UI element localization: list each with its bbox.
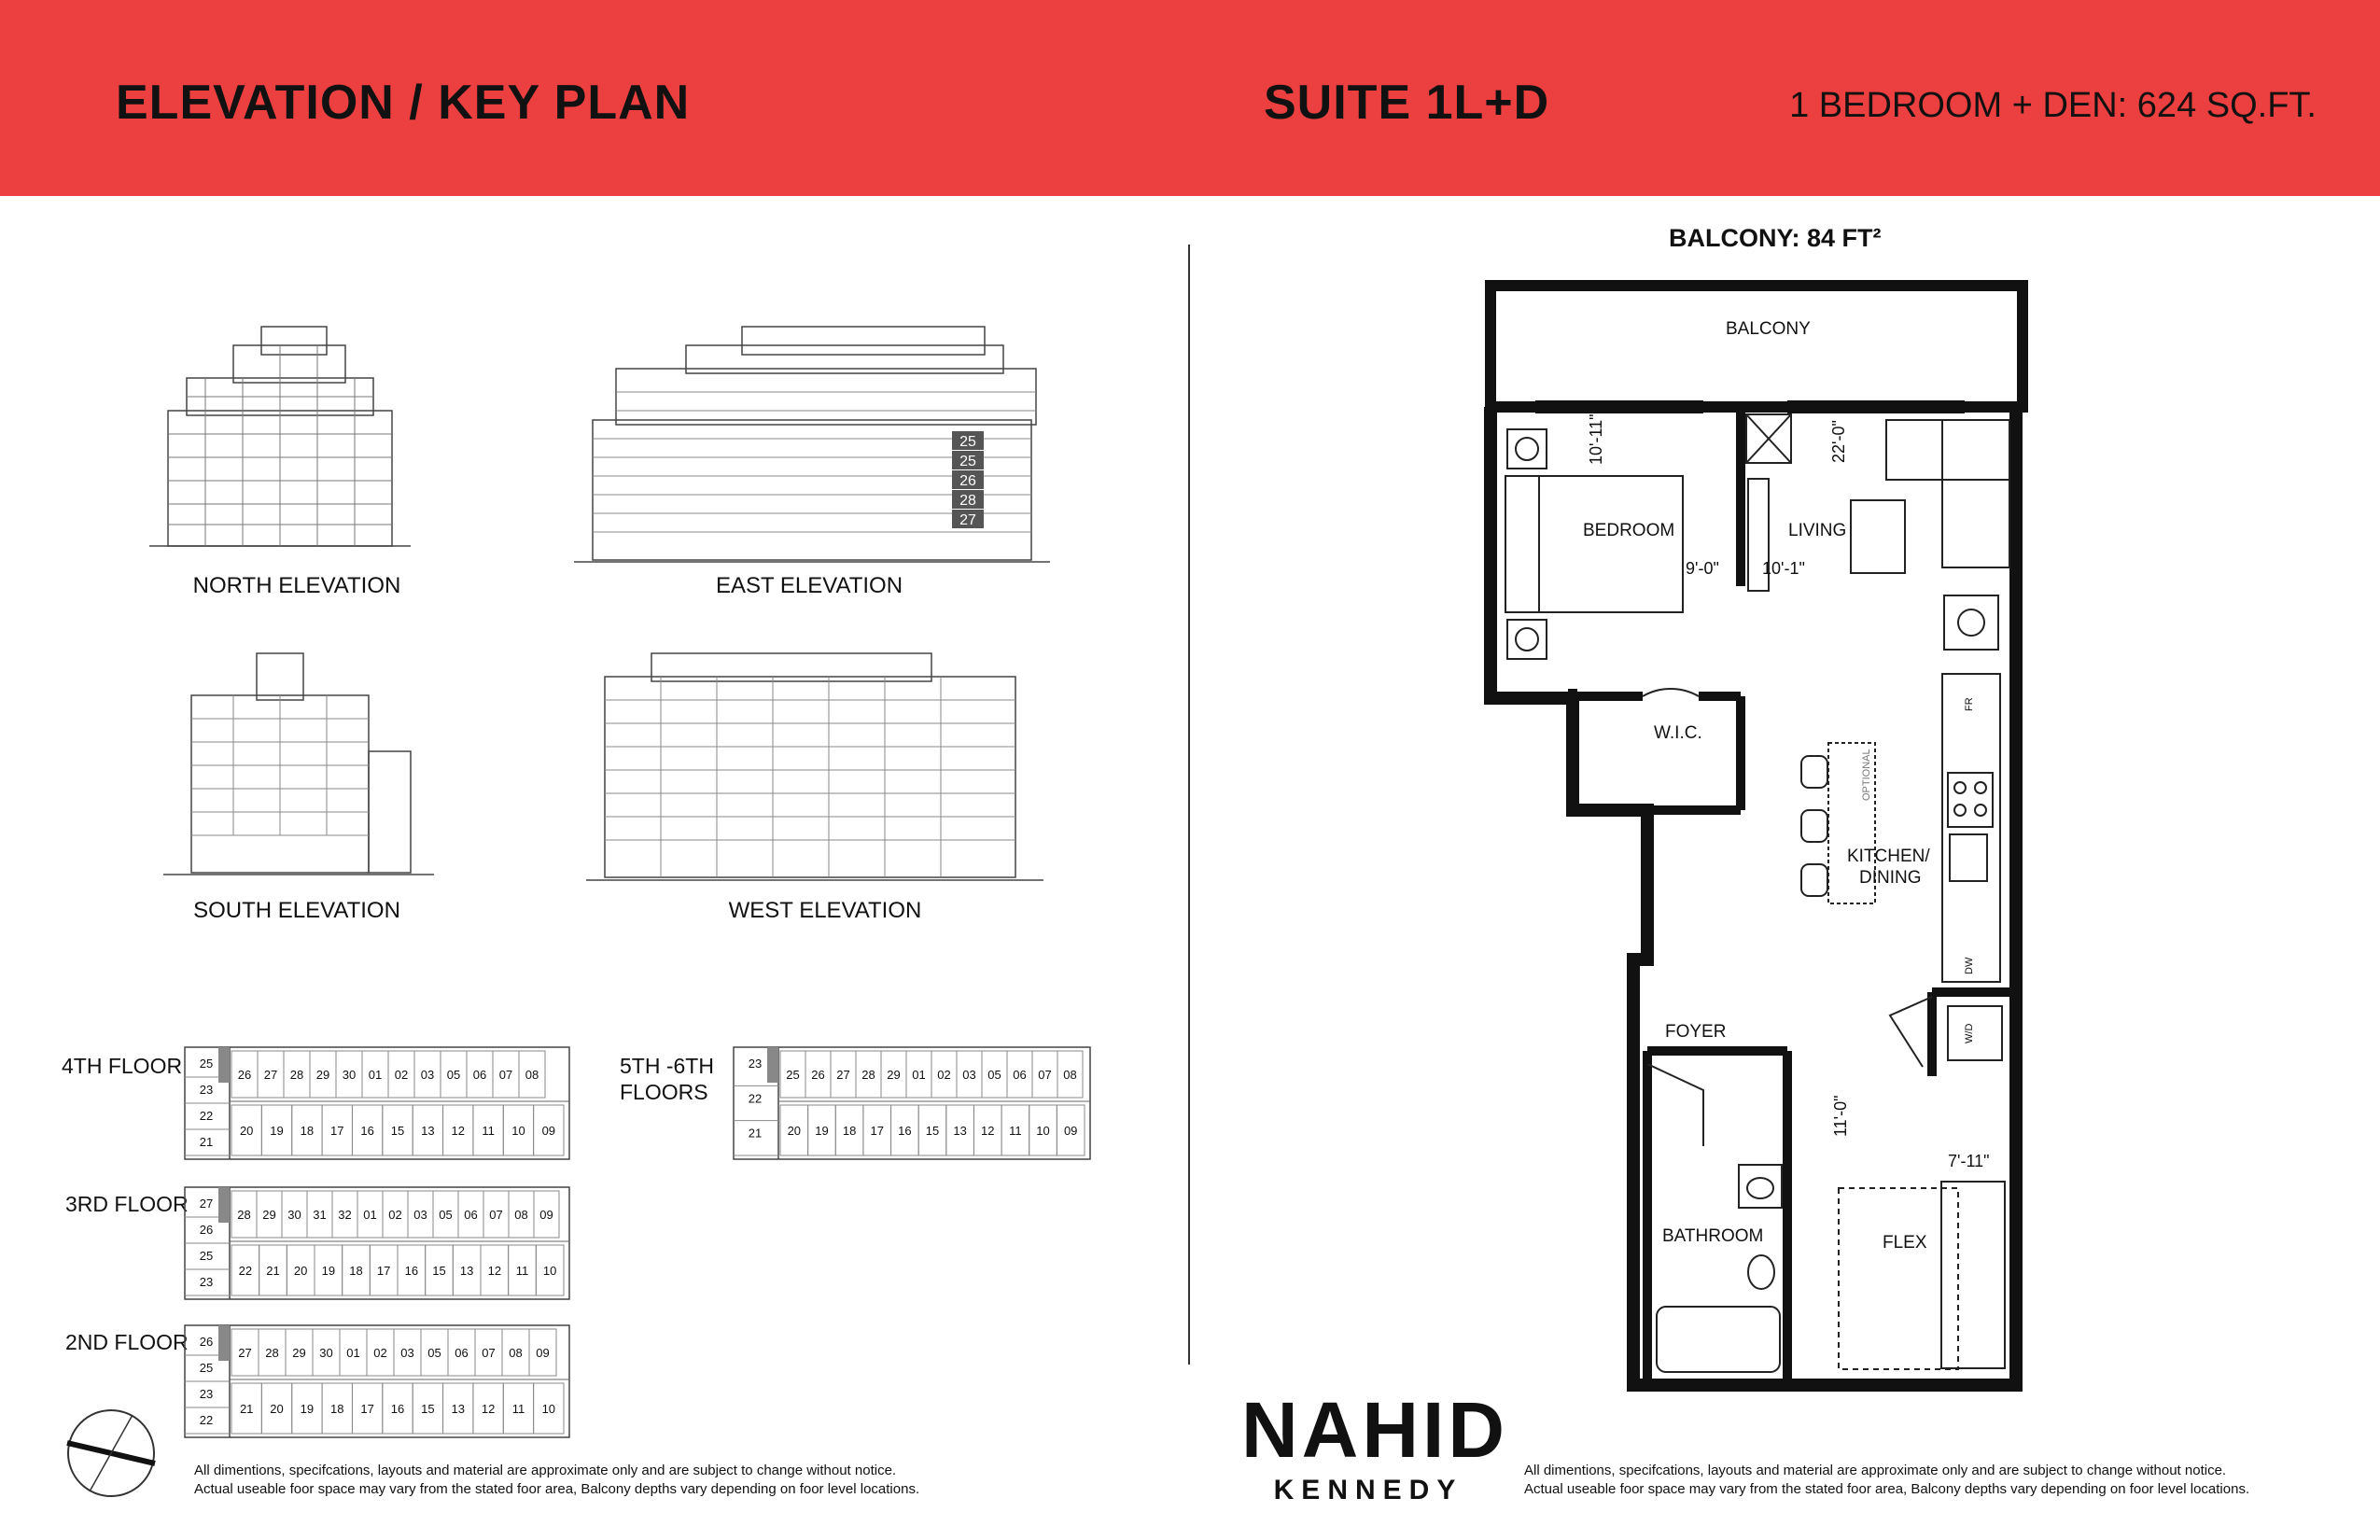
keyplan-unit-label: 15 — [925, 1124, 940, 1138]
appliance-dishwasher: DW — [1964, 957, 1975, 974]
keyplan-unit-label: 03 — [962, 1068, 976, 1082]
keyplan-unit-label: 08 — [509, 1346, 523, 1360]
keyplan-unit-label: 23 — [748, 1057, 763, 1071]
keyplan-unit-label: 26 — [237, 1068, 252, 1082]
room-balcony: BALCONY — [1726, 319, 1811, 339]
disclaimer-left-line1: All dimentions, specifcations, layouts and material are approximate only and are subject to change without notice. — [194, 1463, 897, 1478]
keyplan-unit-label: 03 — [420, 1068, 435, 1082]
brand-sub: KENNEDY — [1273, 1475, 1463, 1505]
vertical-divider — [1188, 245, 1190, 1365]
keyplan-unit-label: 05 — [446, 1068, 461, 1082]
disclaimer-right-line2: Actual useable foor space may vary from the stated foor area, Balcony depths vary depending on foor level locations. — [1524, 1481, 2250, 1497]
keyplan-unit-label: 08 — [1063, 1068, 1077, 1082]
suite-title: SUITE 1L+D — [1264, 76, 1550, 130]
keyplan-unit-label: 28 — [861, 1068, 875, 1082]
suite-info: 1 BEDROOM + DEN: 624 SQ.FT. — [1789, 86, 2317, 125]
east-suite-tag: 25 — [959, 434, 976, 450]
keyplan-unit-label: 15 — [421, 1402, 435, 1416]
keyplan-unit-label: 13 — [459, 1264, 474, 1278]
room-kitchen-line1: KITCHEN/ — [1847, 847, 1930, 866]
keyplan-unit-label: 15 — [432, 1264, 446, 1278]
keyplan-unit-label: 25 — [199, 1057, 214, 1071]
keyplan-unit-label: 19 — [300, 1402, 315, 1416]
keyplan-unit-label: 20 — [293, 1264, 308, 1278]
keyplan-unit-label: 18 — [330, 1402, 344, 1416]
keyplan-unit-label: 29 — [262, 1208, 276, 1222]
keyplan-unit-label: 10 — [1036, 1124, 1050, 1138]
keyplan-unit-label: 17 — [330, 1124, 344, 1138]
keyplan-unit-label: 22 — [199, 1413, 214, 1427]
keyplan-unit-label: 01 — [368, 1068, 383, 1082]
keyplan-unit-label: 31 — [313, 1208, 327, 1222]
keyplan-unit-label: 20 — [787, 1124, 802, 1138]
page-title: ELEVATION / KEY PLAN — [116, 76, 691, 130]
keyplan-unit-label: 13 — [451, 1402, 465, 1416]
keyplan-unit-label: 22 — [748, 1091, 763, 1106]
keyplan-unit-label: 27 — [199, 1197, 214, 1211]
north-elevation-label: NORTH ELEVATION — [192, 573, 401, 598]
dim-living-depth: 22'-0" — [1829, 420, 1848, 463]
keyplan-unit-label: 16 — [898, 1124, 912, 1138]
fifth-sixth-floor-label-line2: FLOORS — [620, 1080, 708, 1104]
keyplan-unit-label: 07 — [498, 1068, 513, 1082]
south-elevation-label: SOUTH ELEVATION — [193, 898, 400, 923]
second-floor-label: 2ND FLOOR — [65, 1330, 189, 1354]
room-wic: W.I.C. — [1654, 723, 1702, 743]
keyplan-unit-label: 26 — [811, 1068, 825, 1082]
keyplan-unit-label: 22 — [199, 1109, 214, 1123]
keyplan-unit-label: 06 — [472, 1068, 487, 1082]
keyplan-unit-label: 05 — [427, 1346, 441, 1360]
keyplan-unit-label: 05 — [987, 1068, 1001, 1082]
keyplan-unit-label: 21 — [199, 1135, 214, 1149]
keyplan-unit-label: 03 — [413, 1208, 427, 1222]
keyplan-unit-label: 19 — [321, 1264, 336, 1278]
keyplan-unit-label: 27 — [263, 1068, 278, 1082]
keyplan-unit-label: 30 — [342, 1068, 357, 1082]
east-suite-tag: 26 — [959, 473, 976, 489]
keyplan-unit-label: 23 — [199, 1275, 214, 1289]
keyplan-unit-label: 12 — [481, 1402, 496, 1416]
keyplan-unit-label: 17 — [376, 1264, 391, 1278]
keyplan-unit-label: 29 — [292, 1346, 306, 1360]
keyplan-unit-label: 12 — [451, 1124, 465, 1138]
east-elevation-drawing — [574, 317, 1050, 569]
balcony-area: BALCONY: 84 FT² — [1669, 224, 1882, 252]
keyplan-unit-label: 30 — [287, 1208, 301, 1222]
brand-name: NAHID — [1241, 1386, 1508, 1474]
keyplan-unit-label: 13 — [421, 1124, 435, 1138]
keyplan-unit-label: 11 — [515, 1264, 529, 1278]
keyplan-unit-label: 15 — [390, 1124, 405, 1138]
dim-flex-depth: 11'-0" — [1831, 1095, 1850, 1137]
dim-living-width: 10'-1" — [1762, 559, 1805, 578]
keyplan-unit-label: 26 — [199, 1223, 214, 1237]
keyplan-unit-label: 10 — [542, 1264, 557, 1278]
keyplan-unit-label: 28 — [289, 1068, 304, 1082]
keyplan-unit-label: 19 — [815, 1124, 829, 1138]
keyplan-unit-label: 27 — [238, 1346, 252, 1360]
third-floor-label: 3RD FLOOR — [65, 1192, 189, 1216]
west-elevation-label: WEST ELEVATION — [728, 898, 922, 923]
keyplan-unit-label: 02 — [937, 1068, 951, 1082]
keyplan-unit-label: 21 — [239, 1402, 254, 1416]
keyplan-unit-label: 02 — [388, 1208, 402, 1222]
keyplan-unit-label: 09 — [536, 1346, 550, 1360]
fourth-floor-keyplan — [183, 1043, 575, 1167]
keyplan-unit-label: 25 — [199, 1249, 214, 1263]
keyplan-unit-label: 06 — [455, 1346, 469, 1360]
fifth-sixth-floor-keyplan — [732, 1043, 1096, 1167]
disclaimer-left-line2: Actual useable foor space may vary from the stated foor area, Balcony depths vary depending on foor level locations. — [194, 1481, 920, 1497]
keyplan-unit-label: 11 — [1009, 1124, 1022, 1138]
disclaimer-right-line1: All dimentions, specifcations, layouts and material are approximate only and are subject to change without notice. — [1524, 1463, 2227, 1478]
keyplan-unit-label: 25 — [199, 1361, 214, 1375]
north-compass-icon — [62, 1404, 161, 1503]
keyplan-unit-label: 17 — [870, 1124, 884, 1138]
east-suite-tag: 28 — [959, 493, 976, 509]
header-banner — [0, 0, 2380, 196]
east-suite-tag: 27 — [959, 512, 976, 528]
keyplan-unit-label: 09 — [1063, 1124, 1078, 1138]
north-elevation-drawing — [149, 317, 411, 551]
keyplan-unit-label: 12 — [981, 1124, 995, 1138]
keyplan-unit-label: 21 — [748, 1126, 763, 1141]
brand-logo — [1241, 1386, 1508, 1506]
keyplan-unit-label: 02 — [394, 1068, 409, 1082]
keyplan-unit-label: 19 — [270, 1124, 284, 1138]
keyplan-unit-label: 08 — [514, 1208, 528, 1222]
keyplan-unit-label: 28 — [265, 1346, 279, 1360]
keyplan-unit-label: 30 — [319, 1346, 333, 1360]
keyplan-unit-label: 26 — [199, 1335, 214, 1349]
keyplan-unit-label: 18 — [842, 1124, 857, 1138]
keyplan-unit-label: 18 — [349, 1264, 363, 1278]
keyplan-unit-label: 09 — [539, 1208, 553, 1222]
room-bedroom: BEDROOM — [1583, 521, 1675, 540]
keyplan-unit-label: 01 — [912, 1068, 926, 1082]
keyplan-unit-label: 32 — [338, 1208, 352, 1222]
fourth-floor-label: 4TH FLOOR — [62, 1054, 183, 1078]
east-elevation-label: EAST ELEVATION — [715, 573, 903, 598]
keyplan-unit-label: 07 — [482, 1346, 496, 1360]
room-bathroom: BATHROOM — [1662, 1226, 1764, 1246]
keyplan-unit-label: 08 — [525, 1068, 539, 1082]
room-living: LIVING — [1788, 521, 1847, 540]
dim-bedroom-depth: 10'-11" — [1587, 413, 1605, 465]
keyplan-unit-label: 16 — [404, 1264, 419, 1278]
keyplan-unit-label: 23 — [199, 1387, 214, 1401]
room-flex: FLEX — [1883, 1233, 1927, 1253]
south-elevation-drawing — [163, 649, 434, 882]
appliance-fridge: FR — [1964, 697, 1975, 711]
fifth-sixth-floor-label-line1: 5TH -6TH — [620, 1054, 714, 1078]
keyplan-unit-label: 02 — [373, 1346, 387, 1360]
keyplan-unit-label: 16 — [390, 1402, 405, 1416]
keyplan-unit-label: 06 — [464, 1208, 478, 1222]
keyplan-unit-label: 03 — [400, 1346, 414, 1360]
keyplan-unit-label: 11 — [482, 1124, 495, 1138]
keyplan-unit-label: 16 — [360, 1124, 374, 1138]
keyplan-unit-label: 25 — [786, 1068, 800, 1082]
keyplan-unit-label: 21 — [266, 1264, 280, 1278]
keyplan-unit-label: 01 — [363, 1208, 377, 1222]
keyplan-unit-label: 20 — [239, 1124, 254, 1138]
keyplan-unit-label: 06 — [1013, 1068, 1027, 1082]
keyplan-unit-label: 22 — [238, 1264, 253, 1278]
dim-bedroom-width: 9'-0" — [1686, 559, 1719, 578]
keyplan-unit-label: 27 — [836, 1068, 850, 1082]
keyplan-unit-label: 13 — [953, 1124, 967, 1138]
keyplan-unit-label: 29 — [887, 1068, 901, 1082]
appliance-washer-dryer: W/D — [1964, 1023, 1975, 1043]
room-kitchen-line2: DINING — [1859, 868, 1922, 888]
third-floor-keyplan — [183, 1183, 575, 1307]
keyplan-unit-label: 07 — [1038, 1068, 1052, 1082]
dim-flex-width: 7'-11" — [1948, 1152, 1990, 1170]
keyplan-unit-label: 11 — [511, 1402, 525, 1416]
keyplan-unit-label: 29 — [315, 1068, 330, 1082]
keyplan-unit-label: 07 — [489, 1208, 503, 1222]
west-elevation-drawing — [586, 649, 1043, 887]
keyplan-unit-label: 28 — [237, 1208, 251, 1222]
keyplan-unit-label: 05 — [439, 1208, 453, 1222]
keyplan-unit-label: 20 — [270, 1402, 284, 1416]
keyplan-unit-label: 01 — [346, 1346, 360, 1360]
keyplan-unit-label: 17 — [360, 1402, 374, 1416]
east-suite-tag: 25 — [959, 454, 976, 469]
keyplan-unit-label: 23 — [199, 1083, 214, 1097]
keyplan-unit-label: 12 — [487, 1264, 502, 1278]
keyplan-unit-label: 09 — [541, 1124, 556, 1138]
keyplan-unit-label: 18 — [300, 1124, 315, 1138]
keyplan-unit-label: 10 — [511, 1124, 525, 1138]
keyplan-unit-label: 10 — [541, 1402, 556, 1416]
island-optional: OPTIONAL — [1861, 749, 1872, 801]
second-floor-keyplan — [183, 1322, 575, 1445]
room-foyer: FOYER — [1665, 1022, 1727, 1042]
